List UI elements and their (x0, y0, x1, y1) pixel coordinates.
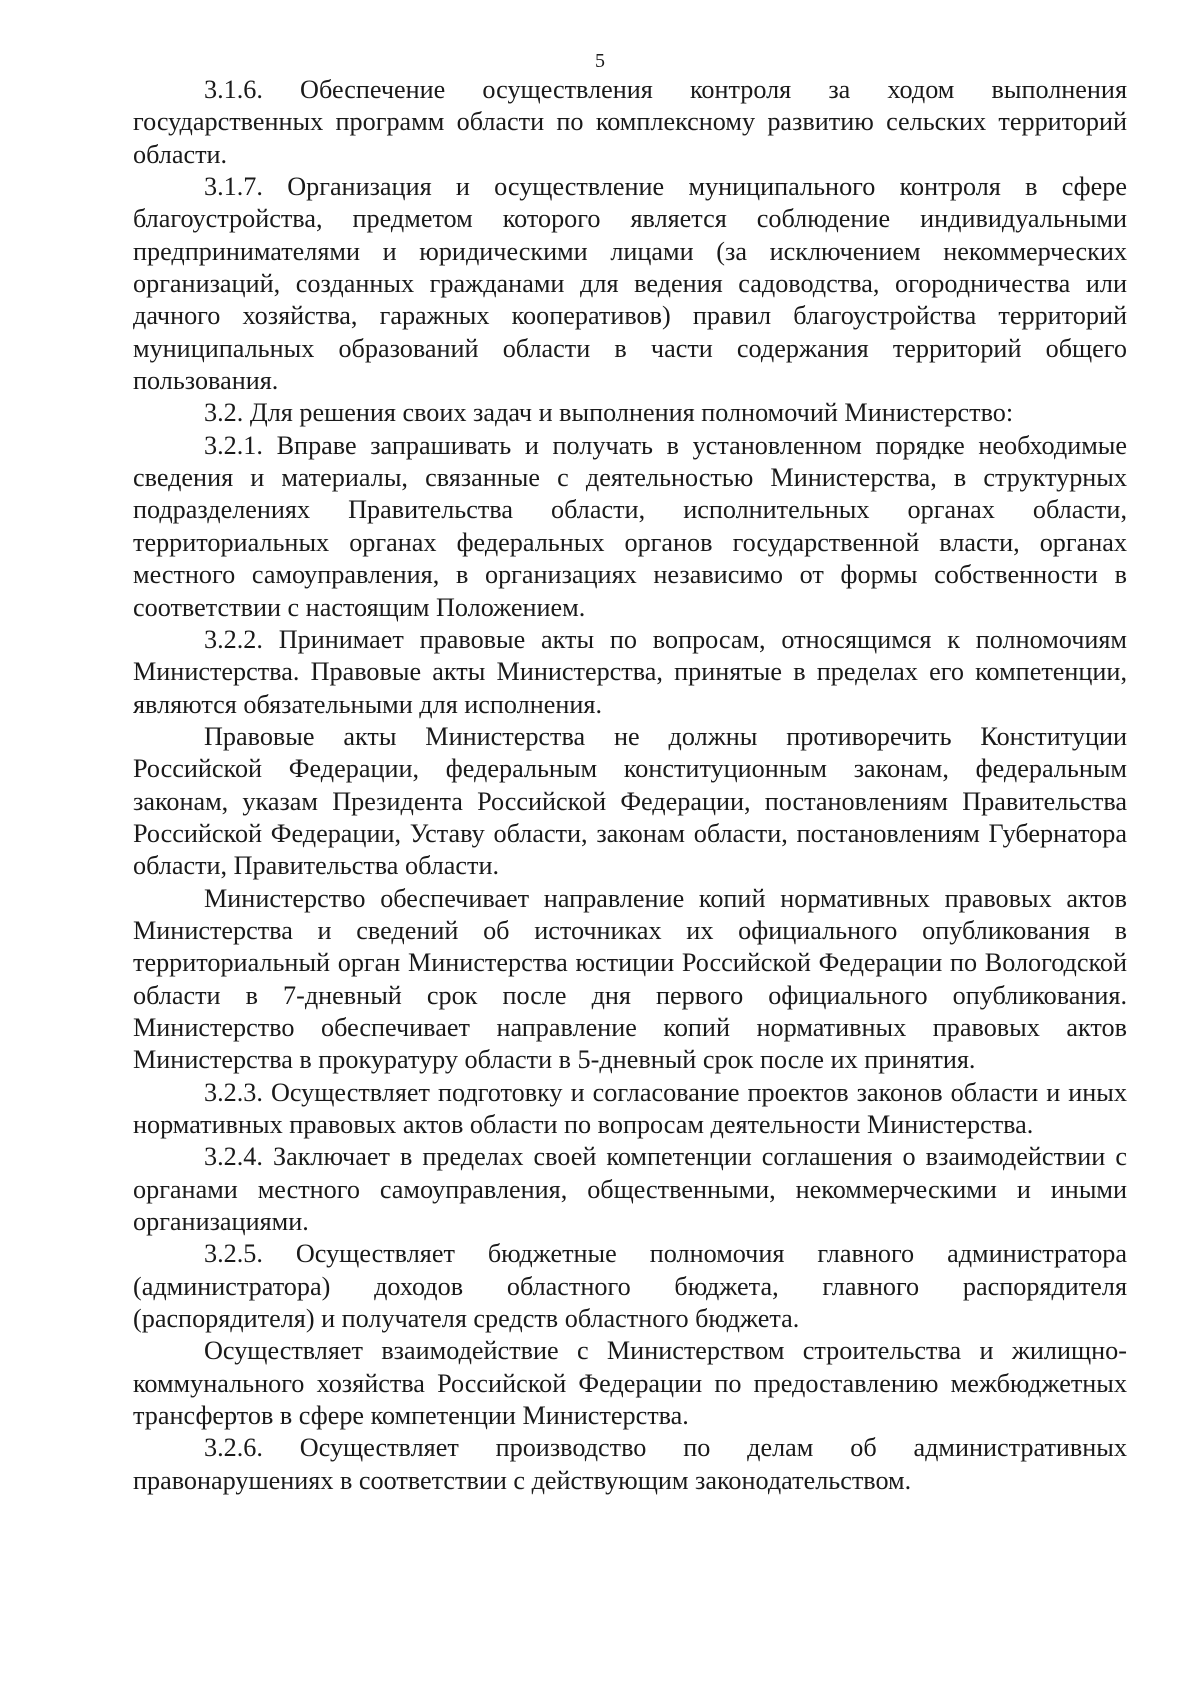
paragraph-3-2-2: 3.2.2. Принимает правовые акты по вопросам, относящимся к полномочиям Министерства. Правовые акты Министерства, принятые в пределах его компетенции, являются обязательными для исполнения. (133, 624, 1127, 719)
document-body (133, 74, 1127, 1497)
paragraph-3-2-4: 3.2.4. Заключает в пределах своей компетенции соглашения о взаимодействии с органами местного самоуправления, общественными, некоммерческими и иными организациями. (133, 1142, 1127, 1237)
paragraph-3-2-3: 3.2.3. Осуществляет подготовку и согласование проектов законов области и иных нормативных правовых актов области по вопросам деятельности Министерства. (133, 1077, 1127, 1139)
paragraph-3-2-5: 3.2.5. Осуществляет бюджетные полномочия главного администратора (администратора) доходов областного бюджета, главного распорядителя (распорядителя) и получателя средств областного бюджета. (133, 1239, 1127, 1334)
paragraph-3-2-5-interaction: Осуществляет взаимодействие с Министерством строительства и жилищно-коммунального хозяйства Российской Федерации по предоставлению межбюджетных трансфертов в сфере компетенции Министерства. (133, 1336, 1127, 1431)
paragraph-3-2-2-legal-acts: Правовые акты Министерства не должны противоречить Конституции Российской Федерации, федеральным конституционным законам, федеральным законам, указам Президента Российской Федерации, постановлениям Правительства Российской Федерации, Уставу области, законам области, постановлениям Губернатора области, Правительства области. (133, 721, 1127, 881)
paragraph-3-2-1: 3.2.1. Вправе запрашивать и получать в установленном порядке необходимые сведения и материалы, связанные с деятельностью Министерства, в структурных подразделениях Правительства области, исполнительных органах области, территориальных органах федеральных органов государственной власти, органах местного самоуправления, в организациях независимо от формы собственности в соответствии с настоящим Положением. (133, 430, 1127, 622)
paragraph-3-2: 3.2. Для решения своих задач и выполнения полномочий Министерство: (204, 398, 1014, 428)
paragraph-3-1-7: 3.1.7. Организация и осуществление муниципального контроля в сфере благоустройства, предметом которого является соблюдение индивидуальными предпринимателями и юридическими лицами (за исключением некоммерческих организаций, созданных гражданами для ведения садоводства, огородничества или дачного хозяйства, гаражных кооперативов) правил благоустройства территорий муниципальных образований области в части содержания территорий общего пользования. (133, 172, 1127, 396)
paragraph-3-2-6: 3.2.6. Осуществляет производство по делам об административных правонарушениях в соответствии с действующим законодательством. (133, 1433, 1127, 1495)
paragraph-3-2-2-copies: Министерство обеспечивает направление копий нормативных правовых актов Министерства и сведений об источниках их официального опубликования в территориальный орган Министерства юстиции Российской Федерации по Вологодской области в 7-дневный срок после дня первого официального опубликования. Министерство обеспечивает направление копий нормативных правовых актов Министерства в прокуратуру области в 5-дневный срок после их принятия. (133, 883, 1127, 1075)
page-number: 5 (595, 50, 605, 72)
paragraph-3-1-6: 3.1.6. Обеспечение осуществления контроля за ходом выполнения государственных программ области по комплексному развитию сельских территорий области. (133, 75, 1127, 169)
